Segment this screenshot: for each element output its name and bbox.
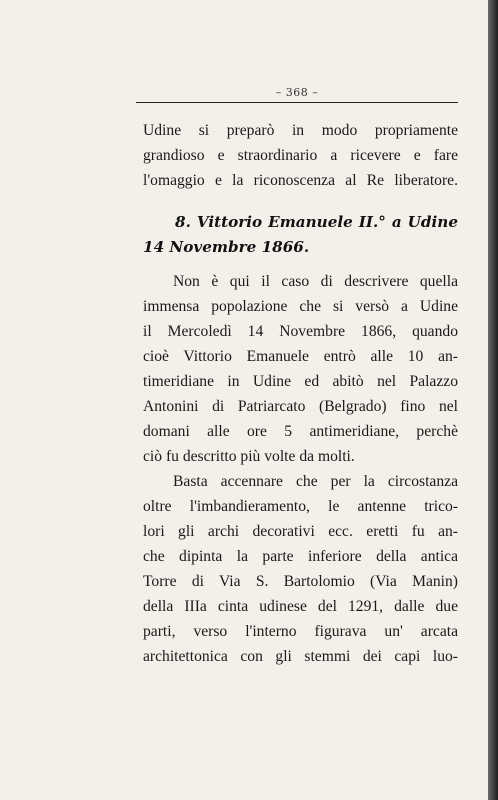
paragraph-1 — [143, 118, 458, 193]
page-header — [136, 86, 458, 106]
text-line: della IIIa cinta udinese del 1291, dalle due — [143, 598, 458, 615]
text-line: Non è qui il caso di descrivere quella — [173, 273, 458, 290]
text-line: oltre l'imbandieramento, le antenne trico- — [143, 498, 458, 515]
text-line: architettonica con gli stemmi dei capi luo- — [143, 648, 458, 665]
text-line: timeridiane in Udine ed abitò nel Palazzo — [143, 373, 458, 390]
text-line: il Mercoledì 14 Novembre 1866, quando — [143, 323, 458, 340]
text-line: Udine si preparò in modo propriamente — [143, 122, 458, 139]
text-line: l'omaggio e la riconoscenza al Re liberatore. — [143, 172, 458, 189]
section-heading-date: 14 Novembre 1866. — [143, 238, 310, 256]
text-line: immensa popolazione che si versò a Udine — [143, 298, 458, 315]
page-number: – 368 – — [275, 86, 319, 99]
paragraph-3 — [143, 469, 458, 669]
text-line: parti, verso l'interno figurava un' arcata — [143, 623, 458, 640]
paragraph-2 — [143, 269, 458, 469]
text-line: cioè Vittorio Emanuele entrò alle 10 an- — [143, 348, 458, 365]
text-line: ciò fu descritto più volte da molti. — [143, 448, 355, 465]
header-rule — [136, 102, 458, 103]
text-line: grandioso e straordinario a ricevere e fare — [143, 147, 458, 164]
text-line: lori gli archi decorativi ecc. eretti fu an- — [143, 523, 458, 540]
text-line: Basta accennare che per la circostanza — [173, 473, 458, 490]
text-line: che dipinta la parte inferiore della antica — [143, 548, 458, 565]
text-line: Antonini di Patriarcato (Belgrado) fino nel — [143, 398, 458, 415]
text-line: Torre di Via S. Bartolomio (Via Manin) — [143, 573, 458, 590]
section-heading-title: 8. Vittorio Emanuele II.° a Udine — [175, 213, 458, 231]
text-line: domani alle ore 5 antimeridiane, perchè — [143, 423, 458, 440]
page-edge-shadow — [488, 0, 498, 800]
page-body — [143, 118, 458, 669]
